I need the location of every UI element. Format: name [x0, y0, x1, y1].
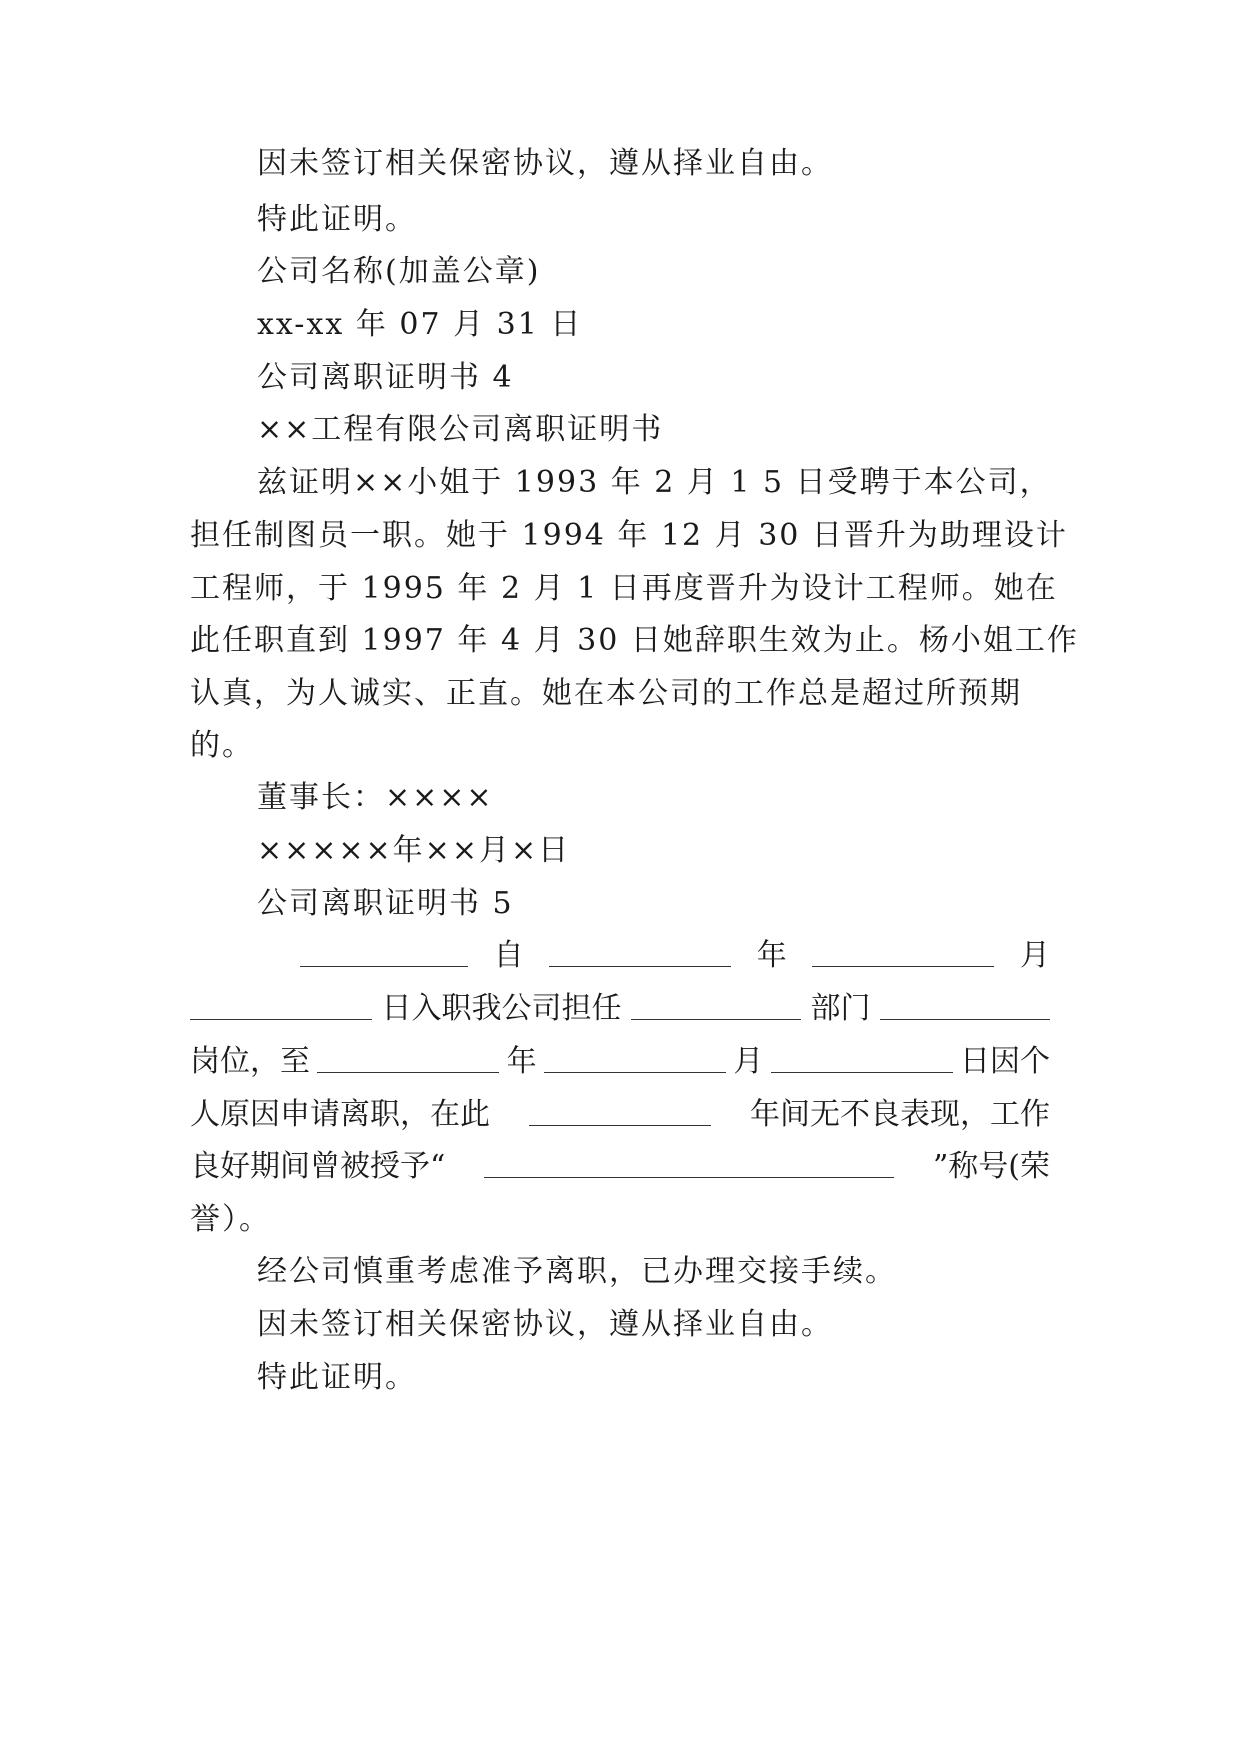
blank-field	[544, 1042, 726, 1073]
form-text: 自	[493, 938, 524, 973]
text-line: 特此证明。	[257, 1360, 417, 1395]
paragraph-line: 工程师，于 1995 年 2 月 1 日再度晋升为设计工程师。她在	[190, 571, 1058, 606]
form-text: 月	[1019, 938, 1050, 973]
form-row	[190, 989, 1050, 1029]
date-line: ×××××年××月×日	[257, 833, 571, 868]
form-text: 良好期间曾被授予“	[190, 1149, 446, 1184]
paragraph-line: 的。	[190, 728, 254, 763]
form-text: 岗位，至	[190, 1044, 310, 1079]
form-text: ”称号(荣	[932, 1149, 1050, 1184]
form-text: 年	[756, 938, 787, 973]
form-text: 日因个	[959, 1044, 1050, 1079]
blank-field	[484, 1147, 894, 1178]
text-line: 因未签订相关保密协议，遵从择业自由。	[257, 1307, 833, 1342]
paragraph-line: 兹证明××小姐于 1993 年 2 月 1 5 日受聘于本公司，	[257, 465, 1052, 500]
company-seal-line: 公司名称(加盖公章)	[257, 254, 541, 289]
form-text: 人原因申请离职，在此	[190, 1097, 490, 1132]
form-row	[190, 1147, 1050, 1187]
paragraph-line: 此任职直到 1997 年 4 月 30 日她辞职生效为止。杨小姐工作	[190, 623, 1079, 658]
text-line: 特此证明。	[257, 202, 417, 237]
section-title: 公司离职证明书 4	[257, 360, 514, 395]
text-line: 因未签订相关保密协议，遵从择业自由。	[257, 146, 833, 181]
form-text: 部门	[810, 991, 871, 1026]
paragraph-line: 担任制图员一职。她于 1994 年 12 月 30 日晋升为助理设计	[190, 518, 1068, 553]
blank-field	[549, 936, 731, 967]
form-text: 月	[733, 1044, 764, 1079]
blank-field	[771, 1042, 953, 1073]
text-line: 经公司慎重考虑准予离职，已办理交接手续。	[257, 1254, 897, 1289]
blank-field	[300, 936, 468, 967]
blank-field	[880, 989, 1050, 1020]
blank-field	[317, 1042, 499, 1073]
date-line: xx-xx 年 07 月 31 日	[257, 307, 583, 342]
chairman-signature-line: 董事长：××××	[257, 780, 494, 815]
form-text: 年	[506, 1044, 537, 1079]
blank-field	[631, 989, 801, 1020]
blank-field	[529, 1095, 711, 1126]
form-text: 誉）。	[190, 1202, 271, 1237]
blank-field	[190, 989, 372, 1020]
blank-field	[812, 936, 994, 967]
certificate-title: ××工程有限公司离职证明书	[257, 412, 664, 447]
form-row	[190, 1042, 1050, 1082]
paragraph-line: 认真，为人诚实、正直。她在本公司的工作总是超过所预期	[190, 676, 1022, 711]
form-text: 年间无不良表现，工作	[750, 1097, 1050, 1132]
form-text: 日入职我公司担任	[381, 991, 622, 1026]
section-title: 公司离职证明书 5	[257, 886, 514, 921]
form-row	[190, 1095, 1050, 1135]
form-row	[300, 936, 1050, 976]
